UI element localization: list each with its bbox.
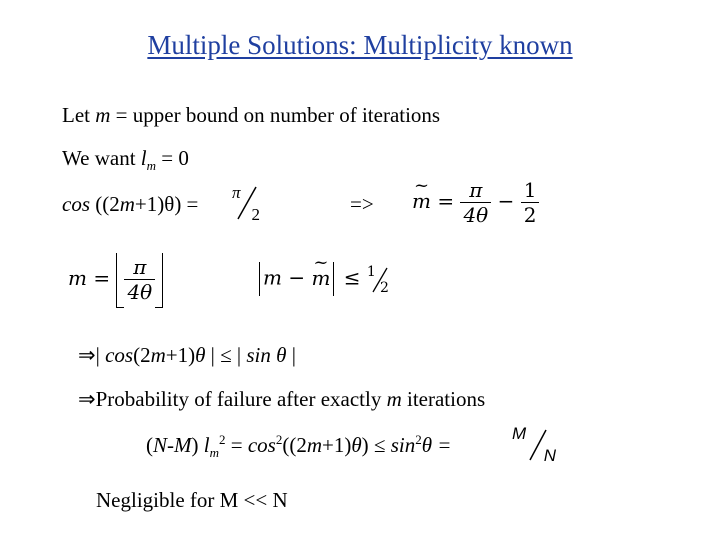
leq: ≤ [337,265,367,290]
theta: θ [270,343,287,367]
text: ) [191,433,204,457]
text: | ≤ | [205,343,247,367]
m-tilde: ~ m [311,266,330,290]
minus: − [281,265,312,290]
text: iterations [401,387,486,411]
denominator: 4θ [124,279,155,304]
var-l: l [203,433,210,457]
var-m: m [386,387,402,411]
equation-m-floor [68,255,163,304]
text: ( [146,433,153,457]
n-minus-m: N-M [153,433,192,457]
implies-symbol: ⇒ [78,343,96,367]
theta: θ [351,433,362,457]
theta: θ [195,343,206,367]
superscript-2: 2 [415,432,422,447]
one: 1 [366,264,376,280]
text: Let [62,103,96,127]
var-N: N [543,446,556,465]
m-over-n [512,424,556,464]
equation-abs-bound [256,262,389,296]
text: = 0 [156,146,189,170]
minus: − [491,189,521,213]
sin-fn: sin [390,433,416,457]
var-M: M [512,424,527,443]
text: +1)θ) = [134,192,199,216]
var-m: m [95,103,111,127]
pi-over-2 [232,183,260,223]
var-m: m [150,343,166,367]
text: We want [62,146,141,170]
bullet-want [62,146,189,174]
slide-title: Multiple Solutions: Multiplicity known [147,30,573,60]
equation-probability [146,432,451,461]
implies-arrow: => [350,192,374,216]
two: 2 [251,205,260,224]
one: 1 [523,178,537,202]
var-m: m [68,266,87,290]
denominator: 4θ [460,202,491,227]
cos-fn: cos [62,192,90,216]
var-m: m [263,265,282,290]
abs-bar-right [333,262,334,296]
pi: π [232,183,241,202]
two: 2 [379,280,389,296]
var-l: l [140,146,147,170]
text: | [286,343,296,367]
floor-bracket [116,255,163,304]
text: θ = [421,433,452,457]
var-m: m [119,192,135,216]
text: ((2 [90,192,120,216]
equals: = [430,189,461,213]
text: = [225,433,248,457]
text: Probability of failure after exactly [95,387,387,411]
m-tilde: ~ m [412,189,431,213]
equation-m-tilde [412,178,539,227]
text: +1) [322,433,352,457]
text: | [95,343,106,367]
text: (2 [133,343,151,367]
cos-fn: cos [105,343,134,367]
pi: π [469,178,483,202]
pi: π [133,255,147,279]
equation-cos [62,192,198,217]
var-m: m [306,433,322,457]
subscript-m: m [209,445,219,461]
text: +1) [165,343,196,367]
subscript-m: m [146,158,157,174]
text: ((2 [282,433,307,457]
implication-cos-sin [78,343,296,368]
implies-symbol: ⇒ [78,387,96,411]
cos-fn: cos [247,433,276,457]
superscript-2: 2 [275,432,283,447]
sin-fn: sin [246,343,271,367]
bullet-upper-bound [62,103,440,128]
negligible-note: Negligible for M << N [96,488,288,512]
two: 2 [521,202,540,227]
implication-probability [78,387,485,412]
text: ) ≤ [361,433,391,457]
text: = upper bound on number of iterations [110,103,441,127]
abs-bar-left [259,262,260,296]
superscript-2: 2 [218,432,226,447]
equals: = [86,266,117,290]
